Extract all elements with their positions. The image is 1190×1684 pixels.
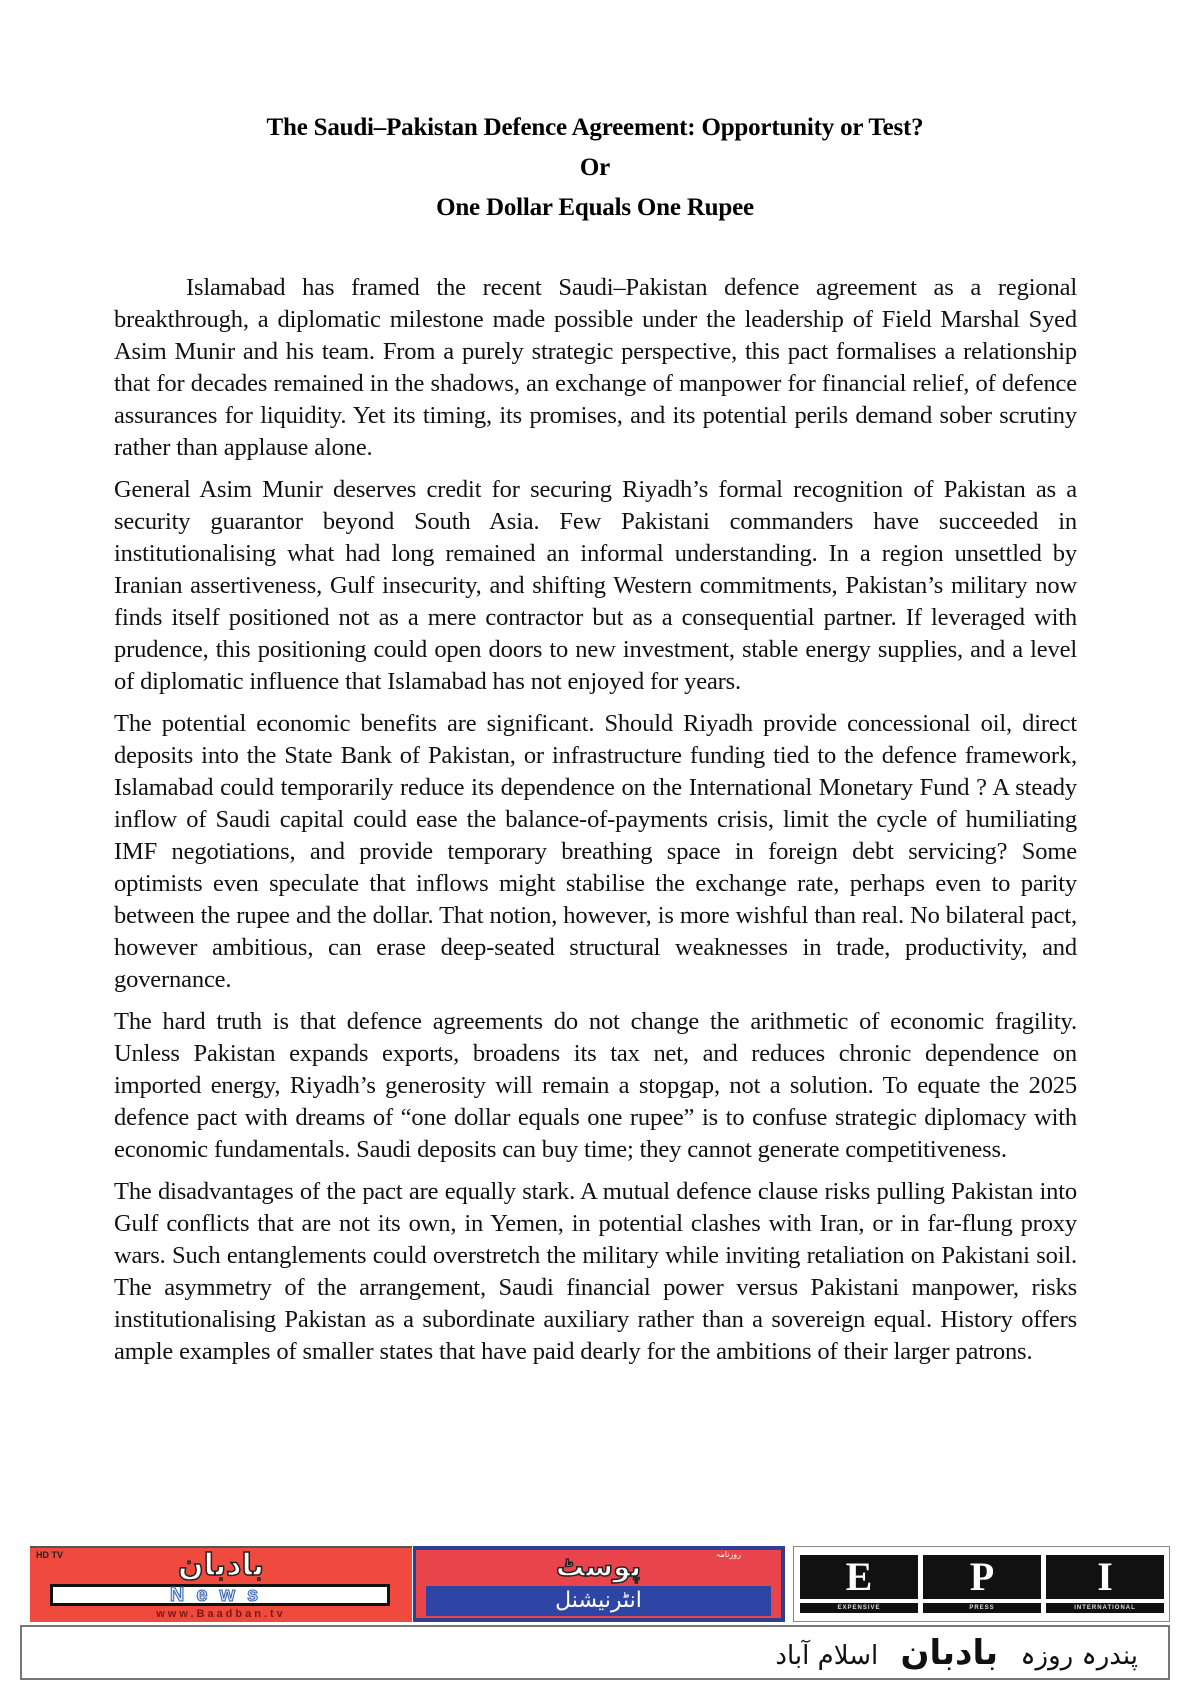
epi-letter-e: E — [800, 1555, 918, 1599]
hd-tv-badge: HD TV — [36, 1550, 63, 1560]
masthead-urdu-text — [775, 1631, 1138, 1678]
rozana-label: روزنامہ — [715, 1550, 741, 1559]
paragraph-5: The disadvantages of the pact are equally stark. A mutual defence clause risks pulling Pakistan into Gulf conflicts that are not its own, in Yemen, in potential clashes with Iran, or in far-flung proxy wars. Such entanglements could overstretch the military while inviting retaliation on Pakistani soil. The asymmetry of the arrangement, Saudi financial power versus Pakistani manpower, risks institutionalising Pakistan as a subordinate auxiliary rather than a sovereign equal. History offers ample examples of smaller states that have paid dearly for the ambitions of their larger patrons. — [114, 1178, 1077, 1365]
epi-letter-i: I — [1046, 1555, 1164, 1599]
international-urdu-label: انٹرنیشنل — [555, 1588, 642, 1613]
masthead-strip — [20, 1625, 1170, 1680]
paragraph-2: General Asim Munir deserves credit for securing Riyadh’s formal recognition of Pakistan as a security guarantor beyond South Asia. Few Pakistani commanders have succeeded in institutionalising what had long remained an informal understanding. In a region unsettled by Iranian assertiveness, Gulf insecurity, and shifting Western commitments, Pakistan’s military now finds itself positioned not as a mere contractor but as a consequential partner. If leveraged with prudence, this positioning could open doors to new investment, stable energy supplies, and a level of diplomatic influence that Islamabad has not enjoyed for years. — [114, 476, 1077, 695]
article-body — [114, 272, 1077, 1378]
news-label: News — [169, 1584, 271, 1606]
epi-label-expensive: EXPENSIVE — [800, 1603, 918, 1613]
paragraph-3: The potential economic benefits are significant. Should Riyadh provide concessional oil, direct deposits into the State Bank of Pakistan, or infrastructure funding tied to the defence framework, Islamabad could temporarily reduce its dependence on the International Monetary Fund ? A steady inflow of Saudi capital could ease the balance-of-payments crisis, limit the cycle of humiliating IMF negotiations, and provide temporary breathing space in foreign debt servicing? Some optimists even speculate that inflows might stabilise the exchange rate, perhaps even to parity between the rupee and the dollar. That notion, however, is more wishful than real. No bilateral pact, however ambitious, can erase deep-seated structural weaknesses in trade, productivity, and governance. — [114, 710, 1077, 993]
masthead-prefix: پندرہ روزہ — [1020, 1641, 1138, 1671]
article-subtitle: One Dollar Equals One Rupee — [436, 194, 754, 221]
article-title-or: Or — [579, 154, 611, 181]
news-label-box — [50, 1584, 390, 1606]
publisher-logos-banner — [30, 1546, 1170, 1622]
baadban-url: www.Baadban.tv — [156, 1608, 286, 1620]
epi-label-international: INTERNATIONAL — [1046, 1603, 1164, 1613]
epi-letter-p: P — [923, 1555, 1041, 1599]
masthead-name: بادبان — [900, 1633, 999, 1673]
baadban-news-logo — [30, 1546, 412, 1622]
epi-label-press: PRESS — [923, 1603, 1041, 1613]
epi-logo — [793, 1546, 1170, 1622]
international-bar — [426, 1586, 771, 1616]
post-urdu-name: پوسٹ — [555, 1550, 642, 1583]
article-title-block — [0, 108, 1190, 228]
post-international-logo — [413, 1546, 785, 1622]
masthead-suffix: اسلام آباد — [775, 1641, 879, 1671]
paragraph-1: Islamabad has framed the recent Saudi–Pakistan defence agreement as a regional breakthrough, a diplomatic milestone made possible under the leadership of Field Marshal Syed Asim Munir and his team. From a purely strategic perspective, this pact formalises a relationship that for decades remained in the shadows, an exchange of manpower for financial relief, of defence assurances for liquidity. Yet its timing, its promises, and its potential perils demand sober scrutiny rather than applause alone. — [114, 274, 1077, 461]
baadban-urdu-name: بادبان — [177, 1548, 265, 1583]
paragraph-4: The hard truth is that defence agreements do not change the arithmetic of economic fragility. Unless Pakistan expands exports, broadens its tax net, and reduces chronic dependence on imported energy, Riyadh’s generosity will remain a stopgap, not a solution. To equate the 2025 defence pact with dreams of “one dollar equals one rupee” is to confuse strategic diplomacy with economic fundamentals. Saudi deposits can buy time; they cannot generate competitiveness. — [114, 1008, 1077, 1163]
article-title: The Saudi–Pakistan Defence Agreement: Opportunity or Test? — [266, 114, 924, 141]
